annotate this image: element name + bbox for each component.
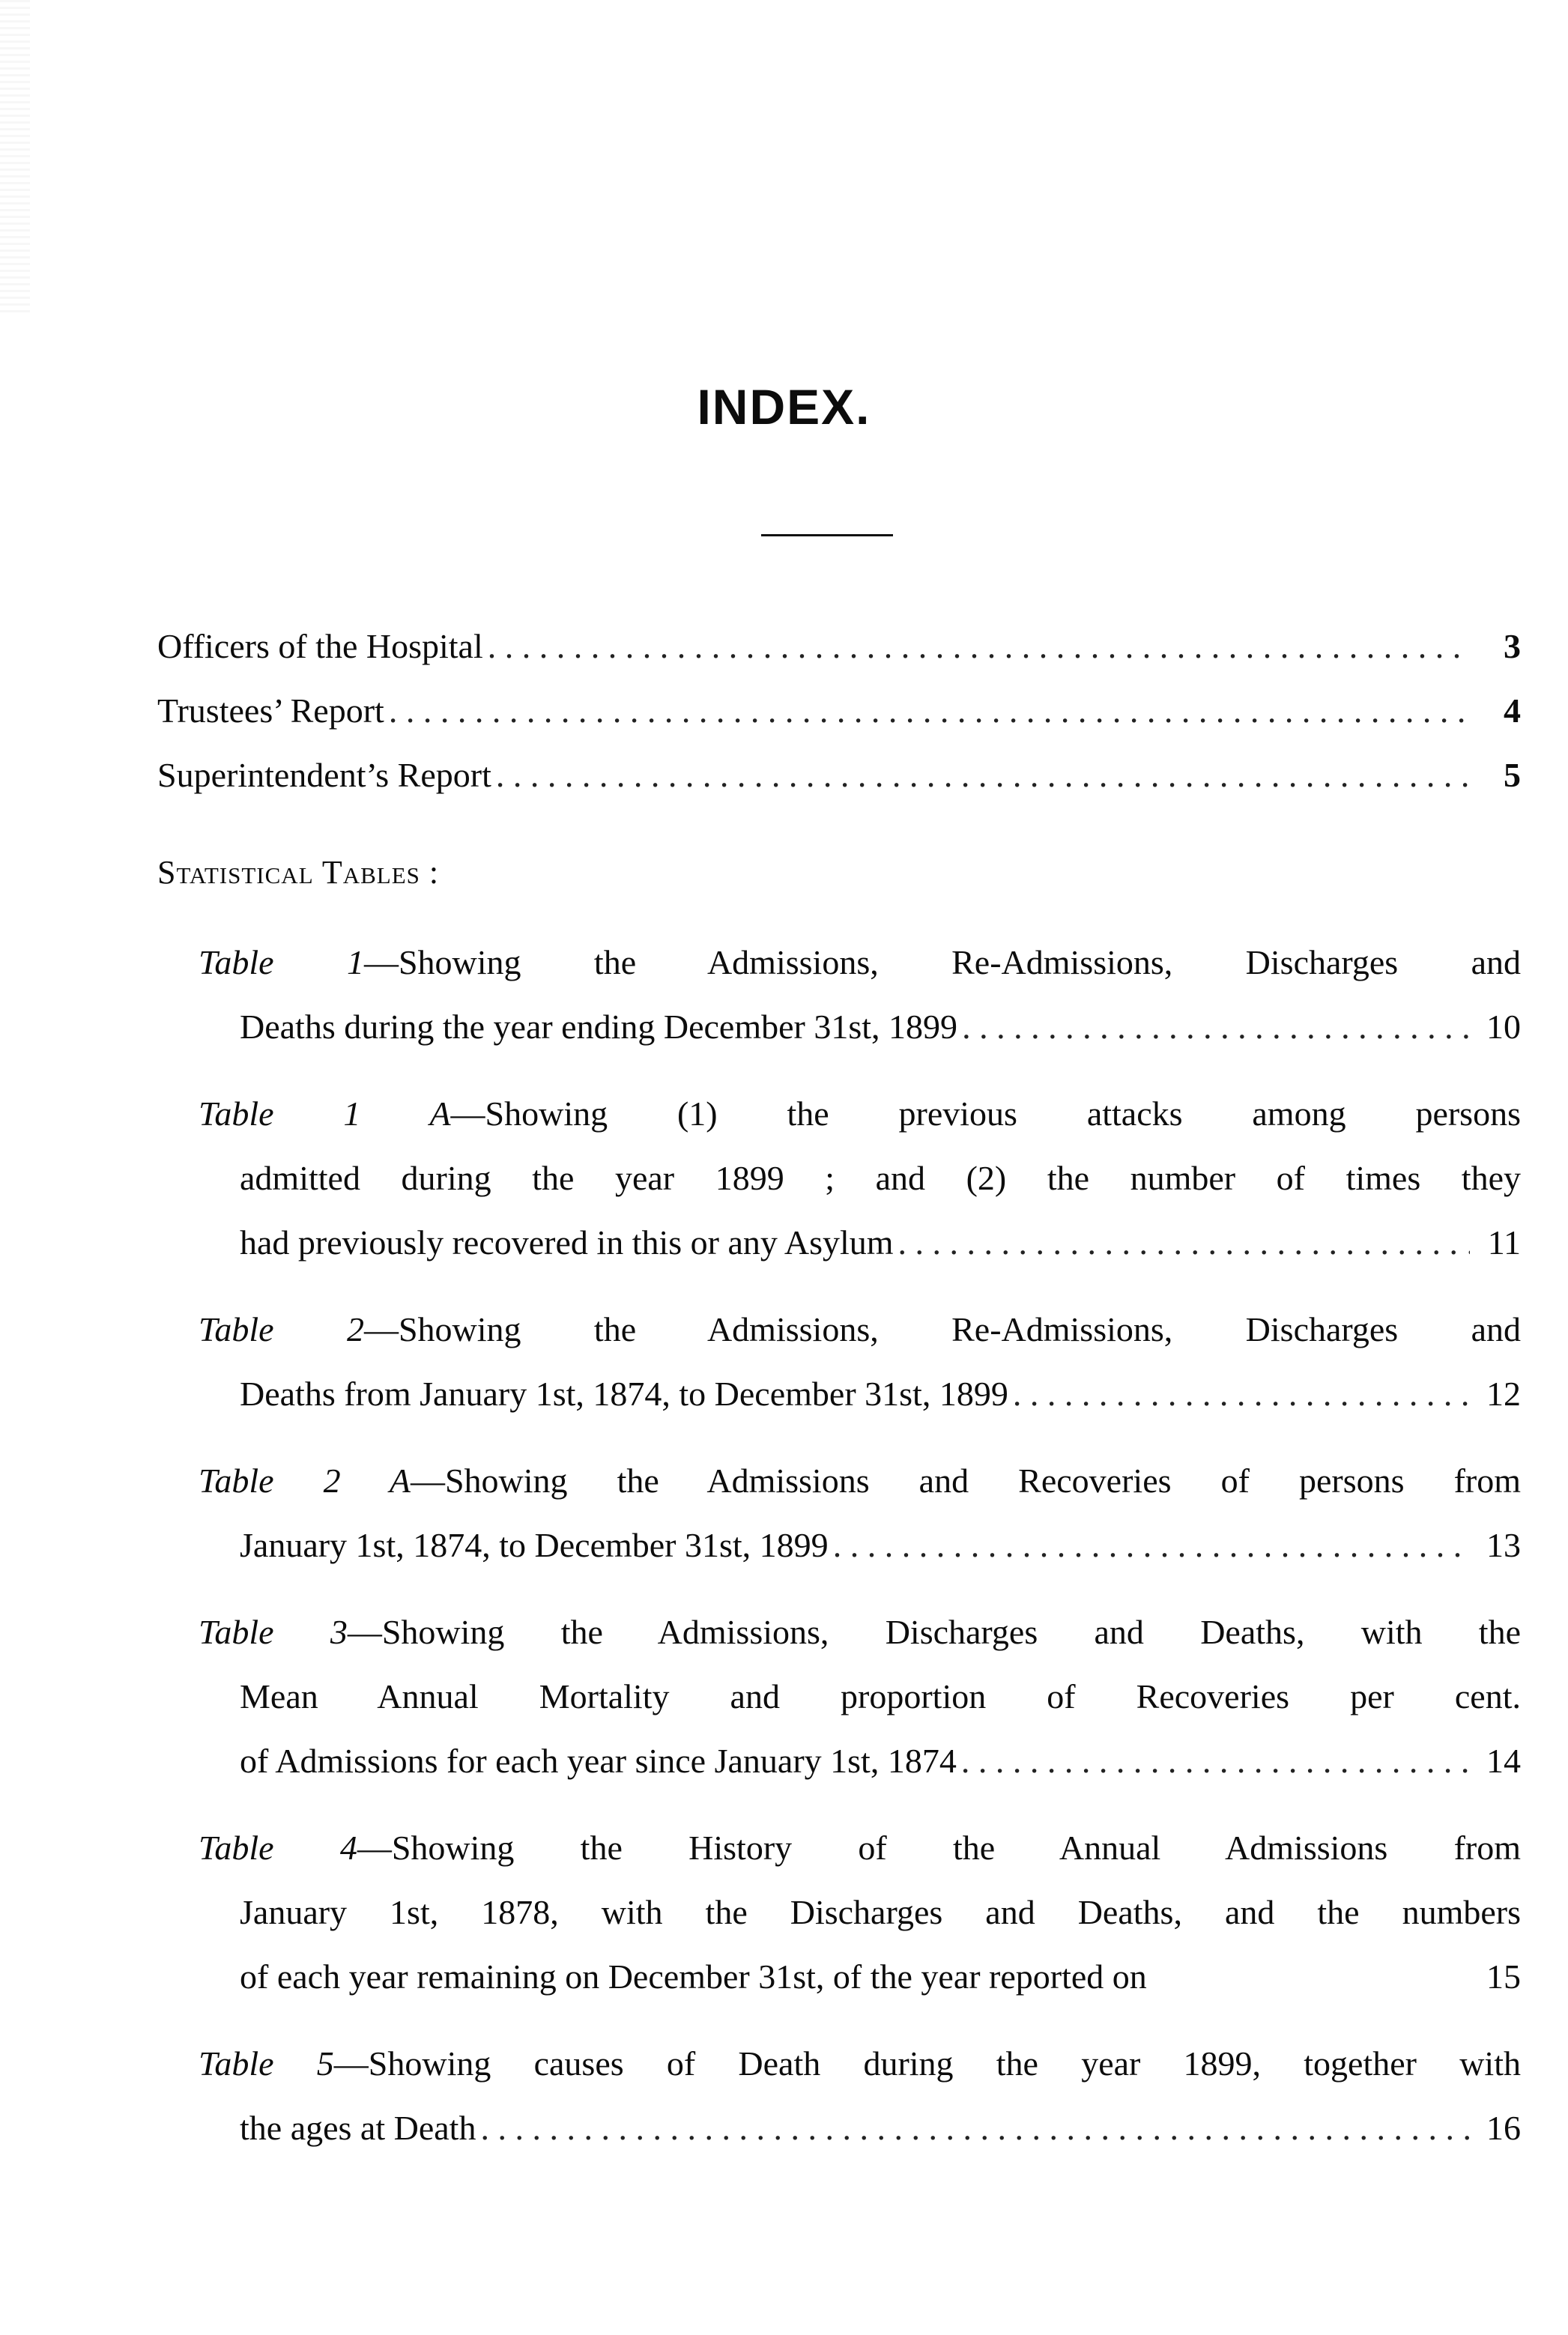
- table-entry-line: January 1st, 1878, with the Discharges and Deaths, and the numbers: [240, 1893, 1521, 1931]
- dot-leader: [1013, 1362, 1470, 1426]
- scan-edge-noise: [0, 0, 30, 315]
- table-entry: [199, 1600, 1521, 1793]
- table-entry: [199, 1297, 1521, 1426]
- entry-page-number: 12: [1486, 1375, 1521, 1413]
- dot-leader: [496, 743, 1470, 808]
- dot-leader: [962, 995, 1470, 1059]
- table-entry-line: [199, 1449, 1521, 1513]
- table-entry-line: [199, 2032, 1521, 2096]
- table-name: Table 5: [199, 2044, 334, 2083]
- table-entry: [199, 1449, 1521, 1578]
- dot-leader: [961, 1729, 1470, 1793]
- table-description: —Showing the Admissions and Recoveries of persons from: [410, 1462, 1522, 1500]
- table-entry-last-line: [199, 995, 1521, 1059]
- table-entry-line: [199, 1816, 1521, 1880]
- table-entry-last-line: [199, 1362, 1521, 1426]
- entry-page-number: 11: [1487, 1223, 1521, 1262]
- table-description: January 1st, 1874, to December 31st, 1899: [240, 1526, 829, 1564]
- table-entry-line: [199, 1600, 1521, 1665]
- entry-page-number: 13: [1486, 1526, 1521, 1564]
- table-description: Deaths from January 1st, 1874, to December 31st, 1899: [240, 1375, 1008, 1413]
- table-description: —Showing causes of Death during the year 1899, together with: [333, 2044, 1521, 2083]
- entry-page-number: 16: [1486, 2109, 1521, 2147]
- table-entry: [199, 1816, 1521, 2009]
- table-entry-line: [199, 930, 1521, 995]
- table-description: the ages at Death: [240, 2109, 476, 2147]
- table-entry-last-line: [199, 1945, 1521, 2009]
- dot-leader: [488, 614, 1470, 679]
- page-title: INDEX.: [697, 379, 871, 434]
- table-description: of each year remaining on December 31st, of the year reported on: [240, 1957, 1147, 1996]
- entry-page-number: 15: [1486, 1957, 1521, 1996]
- table-name: Table 3: [199, 1613, 348, 1651]
- table-entry: [199, 930, 1521, 1059]
- index-entry: [157, 614, 1521, 679]
- table-name: Table 2 A: [199, 1462, 411, 1500]
- dot-leader: [898, 1211, 1470, 1275]
- table-entry-line: [199, 1297, 1521, 1362]
- entry-page-number: 10: [1486, 1008, 1521, 1046]
- entry-page-number: 3: [1504, 627, 1521, 665]
- entry-page-number: 5: [1504, 756, 1521, 794]
- dot-leader: [389, 679, 1470, 743]
- table-name: Table 1: [199, 943, 364, 981]
- table-description: —Showing the Admissions, Discharges and Deaths, with the: [347, 1613, 1521, 1651]
- table-name: Table 1 A: [199, 1094, 451, 1133]
- table-name: Table 2: [199, 1310, 364, 1348]
- table-entry-line: [199, 1082, 1521, 1146]
- index-entry: [157, 679, 1521, 743]
- table-entry-line: Mean Annual Mortality and proportion of Recoveries per cent.: [240, 1677, 1521, 1715]
- entry-page-number: 4: [1504, 691, 1521, 730]
- table-entry-last-line: [199, 1729, 1521, 1793]
- table-description: of Admissions for each year since January 1st, 1874: [240, 1742, 957, 1780]
- entry-label: Trustees’ Report: [157, 691, 384, 730]
- table-name: Table 4: [199, 1829, 357, 1867]
- entry-label: Officers of the Hospital: [157, 627, 483, 665]
- table-entry-last-line: [199, 1211, 1521, 1275]
- title-rule: [761, 534, 893, 536]
- table-description: —Showing (1) the previous attacks among persons: [450, 1094, 1521, 1133]
- table-entry-line: admitted during the year 1899 ; and (2) the number of times they: [240, 1159, 1521, 1197]
- table-description: —Showing the Admissions, Re-Admissions, Discharges and: [363, 1310, 1522, 1348]
- table-entry-last-line: [199, 2096, 1521, 2160]
- dot-leader: [480, 2096, 1470, 2160]
- dot-leader: [833, 1513, 1470, 1578]
- entry-page-number: 14: [1486, 1742, 1521, 1780]
- table-entry-last-line: [199, 1513, 1521, 1578]
- entry-label: Superintendent’s Report: [157, 756, 491, 794]
- table-entry: [199, 2032, 1521, 2160]
- section-heading: Statistical Tables :: [157, 854, 440, 891]
- table-description: had previously recovered in this or any Asylum: [240, 1223, 894, 1262]
- table-description: —Showing the History of the Annual Admissions from: [357, 1829, 1521, 1867]
- table-description: —Showing the Admissions, Re-Admissions, Discharges and: [363, 943, 1522, 981]
- index-entry: [157, 743, 1521, 808]
- table-entry: [199, 1082, 1521, 1275]
- index-list: [157, 614, 1521, 2183]
- table-description: Deaths during the year ending December 31st, 1899: [240, 1008, 958, 1046]
